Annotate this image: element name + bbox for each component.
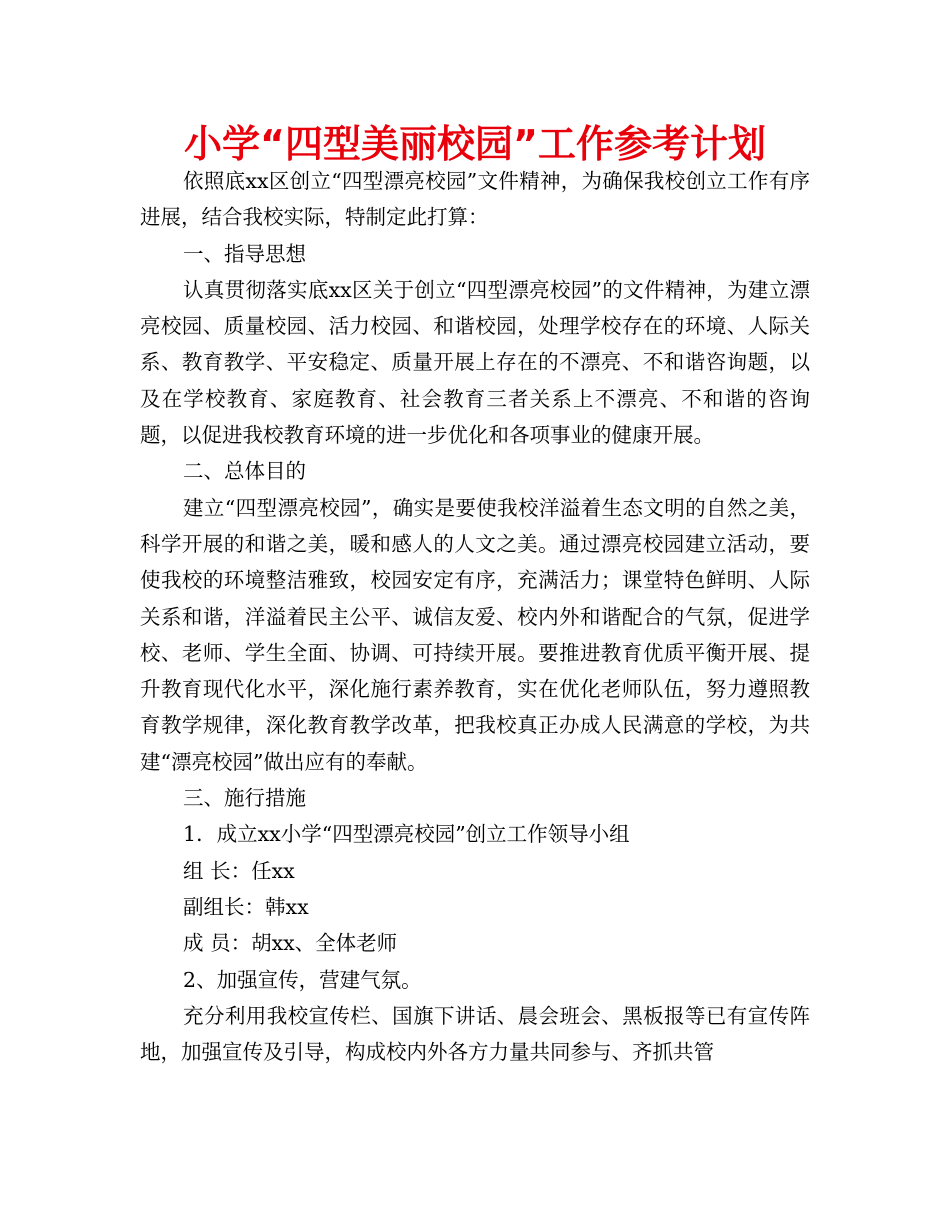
publicity-paragraph: 充分利用我校宣传栏、国旗下讲话、晨会班会、黑板报等已有宣传阵地，加强宣传及引导，构成校内外各方力量共同参与、齐抓共管 (140, 1003, 810, 1065)
members-line: 成 员：胡xx、全体老师 (183, 931, 398, 956)
measure-item-2: 2、加强宣传，营建气氛。 (183, 967, 422, 992)
deputy-leader-line: 副组长：韩xx (183, 894, 309, 919)
section-heading-overall-goal: 二、总体目的 (183, 459, 307, 484)
guiding-ideology-paragraph: 认真贯彻落实底xx区关于创立“四型漂亮校园”的文件精神，为建立漂亮校园、质量校园、活力校园、和谐校园，处理学校存在的环境、人际关系、教育教学、平安稳定、质量开展上存在的不漂亮、不和谐咨询题，以及在学校教育、家庭教育、社会教育三者关系上不漂亮、不和谐的咨询题，以促进我校教育环境的进一步优化和各项事业的健康开展。 (140, 277, 810, 448)
measure-item-1: 1．成立xx小学“四型漂亮校园”创立工作领导小组 (183, 822, 630, 847)
leader-line: 组 长：任xx (183, 858, 295, 883)
intro-paragraph: 依照底xx区创立“四型漂亮校园”文件精神，为确保我校创立工作有序进展，结合我校实际，特制定此打算： (140, 169, 810, 230)
section-heading-guiding-ideology: 一、指导思想 (183, 241, 307, 266)
overall-goal-paragraph: 建立“四型漂亮校园”，确实是要使我校洋溢着生态文明的自然之美，科学开展的和谐之美，暖和感人的人文之美。通过漂亮校园建立活动，要使我校的环境整洁雅致，校园安定有序，充满活力；课堂特色鲜明、人际关系和谐，洋溢着民主公平、诚信友爱、校内外和谐配合的气氛，促进学校、老师、学生全面、协调、可持续开展。要推进教育优质平衡开展、提升教育现代化水平，深化施行素养教育，实在优化老师队伍，努力遵照教育教学规律，深化教育教学改革，把我校真正办成人民满意的学校，为共建“漂亮校园”做出应有的奉献。 (140, 495, 810, 774)
document-title: 小学“四型美丽校园”工作参考计划 (184, 122, 766, 166)
document-body (140, 163, 810, 1070)
section-heading-measures: 三、施行措施 (183, 786, 307, 811)
